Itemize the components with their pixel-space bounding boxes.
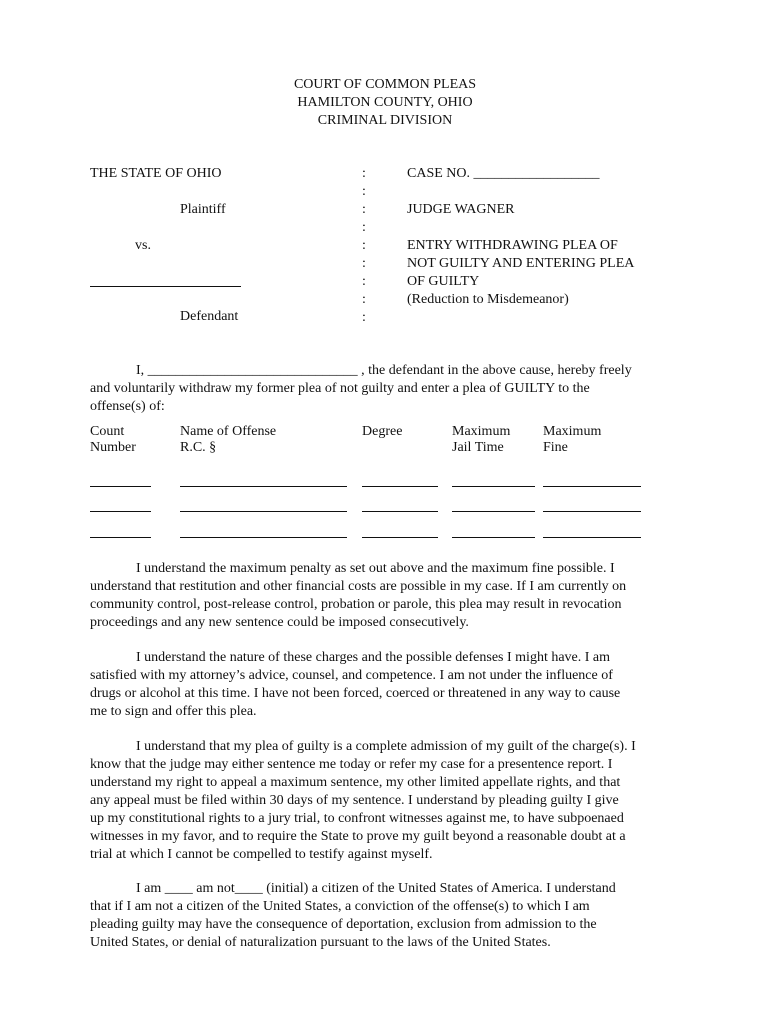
caption-colon: : [362,202,366,217]
plaintiff-label: Plaintiff [180,202,226,217]
entry-title-line1: ENTRY WITHDRAWING PLEA OF [407,238,618,253]
col-header-offense: Name of Offense [180,424,277,439]
entry-title-line2: NOT GUILTY AND ENTERING PLEA [407,256,635,271]
case-number-field[interactable]: CASE NO. __________________ [407,166,600,181]
jail-time-field[interactable] [452,537,535,538]
citizenship-paragraph [90,880,680,952]
county-name: HAMILTON COUNTY, OHIO [297,95,473,110]
paragraph-line: I understand that my plea of guilty is a complete admission of my guilt of the charge(s). I [136,739,636,754]
paragraph-line: drugs or alcohol at this time. I have not been forced, coerced or threatened in any way to cause [90,686,621,701]
caption-colon: : [362,238,366,253]
jail-time-field[interactable] [452,486,535,487]
offense-field[interactable] [180,486,347,487]
citizenship-initial-field[interactable]: I am ____ am not____ (initial) a citizen of the United States of America. I understand [136,881,616,896]
col-header-jail: Jail Time [452,440,504,455]
paragraph-line: me to sign and offer this plea. [90,704,257,719]
paragraph-line: know that the judge may either sentence me today or refer my case for a presentence report. I [90,757,613,772]
paragraph-line: proceedings and any new sentence could be imposed consecutively. [90,615,469,630]
col-header-count: Number [90,440,136,455]
paragraph-line: any appeal must be filed within 30 days of my sentence. I understand by pleading guilty I give [90,793,619,808]
paragraph-line: community control, post-release control, probation or parole, this plea may result in revocation [90,597,622,612]
degree-field[interactable] [362,511,438,512]
charges-paragraph [90,649,680,721]
col-header-fine: Maximum [543,424,602,439]
offense-field[interactable] [180,511,347,512]
caption-colon: : [362,274,366,289]
state-of-ohio: THE STATE OF OHIO [90,166,222,181]
judge-name: JUDGE WAGNER [407,202,515,217]
court-name: COURT OF COMMON PLEAS [293,77,477,92]
caption-colon: : [362,220,366,235]
paragraph-line: I understand the nature of these charges and the possible defenses I might have. I am [136,650,611,665]
col-header-offense: R.C. § [180,440,217,455]
fine-field[interactable] [543,537,641,538]
paragraph-line: understand that restitution and other financial costs are possible in my case. If I am currently on [90,579,627,594]
fine-field[interactable] [543,511,641,512]
rights-paragraph [90,738,680,864]
count-field[interactable] [90,537,151,538]
intro-text-line: offense(s) of: [90,399,165,414]
paragraph-line: United States, or denial of naturalization pursuant to the laws of the United States. [90,935,551,950]
count-field[interactable] [90,511,151,512]
entry-title-line3: OF GUILTY [407,274,480,289]
intro-text-line: and voluntarily withdraw my former plea of not guilty and enter a plea of GUILTY to the [90,381,590,396]
paragraph-line: pleading guilty may have the consequence of deportation, exclusion from admission to the [90,917,597,932]
paragraph-line: that if I am not a citizen of the United States, a conviction of the offense(s) to which I am [90,899,590,914]
caption-colon: : [362,166,366,181]
paragraph-line: up my constitutional rights to a jury trial, to confront witnesses against me, to have subpoenaed [90,811,624,826]
count-field[interactable] [90,486,151,487]
offense-field[interactable] [180,537,347,538]
col-header-degree: Degree [362,424,403,439]
caption-colon: : [362,310,366,325]
fine-field[interactable] [543,486,641,487]
jail-time-field[interactable] [452,511,535,512]
defendant-name-line[interactable] [90,286,241,287]
caption-colon: : [362,292,366,307]
col-header-jail: Maximum [452,424,511,439]
defendant-name-field[interactable]: I, ______________________________ , the defendant in the above cause, hereby freely [136,363,632,378]
paragraph-line: trial at which I cannot be compelled to testify against myself. [90,847,433,862]
paragraph-line: I understand the maximum penalty as set out above and the maximum fine possible. I [136,561,615,576]
paragraph-line: satisfied with my attorney’s advice, counsel, and competence. I am not under the influence of [90,668,613,683]
vs-label: vs. [135,238,151,253]
defendant-label: Defendant [180,309,239,324]
entry-subtitle: (Reduction to Misdemeanor) [407,292,569,307]
paragraph-line: understand my right to appeal a maximum sentence, my other limited appellate rights, and that [90,775,621,790]
col-header-count: Count [90,424,125,439]
penalty-paragraph [90,560,680,632]
degree-field[interactable] [362,486,438,487]
caption-colon: : [362,184,366,199]
division-name: CRIMINAL DIVISION [317,113,453,128]
degree-field[interactable] [362,537,438,538]
paragraph-line: witnesses in my favor, and to require the State to prove my guilt beyond a reasonable doubt at a [90,829,626,844]
col-header-fine: Fine [543,440,568,455]
caption-colon: : [362,256,366,271]
